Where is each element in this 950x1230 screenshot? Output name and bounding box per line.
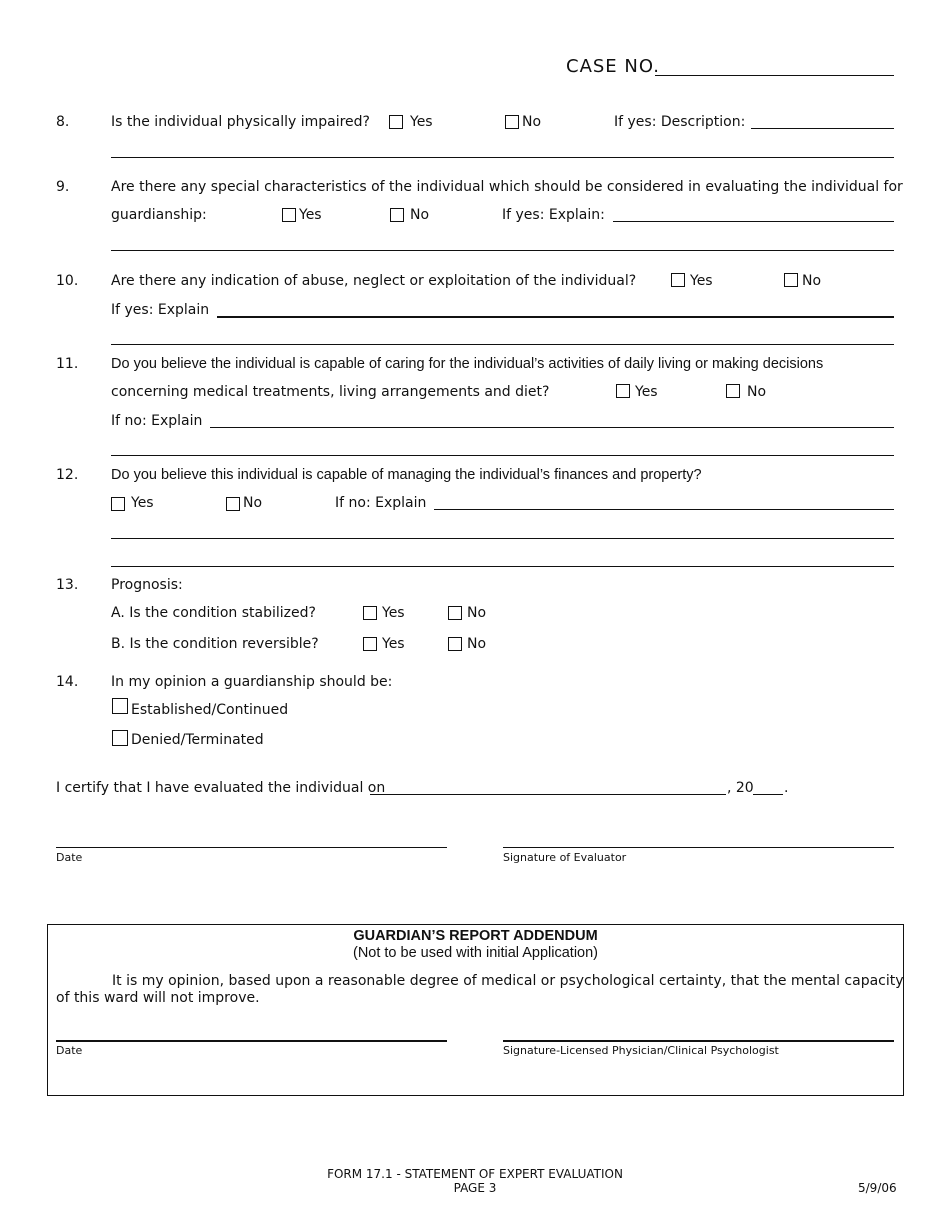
q9-no-checkbox[interactable] — [390, 208, 404, 222]
case-no-field[interactable] — [655, 75, 894, 76]
q10-yes-checkbox[interactable] — [671, 273, 685, 287]
q12-explain-line-2[interactable] — [111, 538, 894, 539]
q11-text-line-2: concerning medical treatments, living arrangements and diet? — [111, 384, 550, 400]
q13a-no-checkbox[interactable] — [448, 606, 462, 620]
q13a-text: A. Is the condition stabilized? — [111, 605, 316, 621]
q11-text-line-1: Do you believe the individual is capable of caring for the individual’s activities of daily living or making decisions — [111, 356, 824, 372]
q9-ifyes-label: If yes: Explain: — [502, 207, 605, 223]
addendum-title: GUARDIAN’S REPORT ADDENDUM — [353, 928, 598, 944]
q9-number: 9. — [56, 179, 70, 195]
addendum-body-line-1: It is my opinion, based upon a reasonable degree of medical or psychological certainty, that the mental capacity — [112, 973, 904, 989]
q14-denied-checkbox[interactable] — [112, 730, 128, 746]
certify-period: . — [784, 780, 789, 796]
q12-text: Do you believe this individual is capable of managing the individual’s finances and property? — [111, 467, 702, 483]
q11-explain-field[interactable] — [210, 427, 894, 428]
footer-page-number: PAGE 3 — [453, 1181, 497, 1195]
q8-description-line-2[interactable] — [111, 157, 894, 158]
q9-text-line-1: Are there any special characteristics of the individual which should be considered in evaluating the individual for — [111, 179, 903, 195]
certify-text: I certify that I have evaluated the individual on — [56, 780, 386, 796]
q13a-no-label: No — [467, 605, 487, 621]
q13a-yes-label: Yes — [382, 605, 405, 621]
case-no-label: CASE NO. — [566, 56, 661, 77]
q14-established-checkbox[interactable] — [112, 698, 128, 714]
q12-explain-field[interactable] — [434, 509, 894, 510]
q12-yes-checkbox[interactable] — [111, 497, 125, 511]
q13-number: 13. — [56, 577, 79, 593]
q9-explain-field[interactable] — [613, 221, 894, 222]
q11-yes-checkbox[interactable] — [616, 384, 630, 398]
addendum-date-label: Date — [56, 1044, 83, 1057]
q13b-yes-label: Yes — [382, 636, 405, 652]
date-label: Date — [56, 851, 83, 864]
q8-no-label: No — [522, 114, 542, 130]
q11-number: 11. — [56, 356, 79, 372]
q11-no-label: No — [747, 384, 767, 400]
q13b-no-checkbox[interactable] — [448, 637, 462, 651]
q14-number: 14. — [56, 674, 79, 690]
certify-year-field[interactable] — [753, 794, 783, 795]
q11-ifno-label: If no: Explain — [111, 413, 203, 429]
addendum-signature-label: Signature-Licensed Physician/Clinical Psychologist — [503, 1044, 779, 1057]
q11-explain-line-2[interactable] — [111, 455, 894, 456]
q12-explain-line-3[interactable] — [111, 566, 894, 567]
addendum-subtitle: (Not to be used with initial Application) — [352, 945, 599, 961]
q12-ifno-label: If no: Explain — [335, 495, 427, 511]
addendum-body-line-2: of this ward will not improve. — [56, 990, 260, 1006]
q9-yes-checkbox[interactable] — [282, 208, 296, 222]
addendum-signature-field[interactable] — [503, 1040, 894, 1042]
q8-description-field[interactable] — [751, 128, 894, 129]
q8-yes-label: Yes — [410, 114, 433, 130]
q10-explain-line-2[interactable] — [111, 344, 894, 345]
q14-established-label: Established/Continued — [131, 702, 289, 718]
evaluator-signature-label: Signature of Evaluator — [503, 851, 627, 864]
q9-yes-label: Yes — [299, 207, 322, 223]
q11-no-checkbox[interactable] — [726, 384, 740, 398]
q9-explain-line-2[interactable] — [111, 250, 894, 251]
q9-no-label: No — [410, 207, 430, 223]
q10-explain-field[interactable] — [217, 316, 894, 318]
addendum-date-field[interactable] — [56, 1040, 447, 1042]
q8-yes-checkbox[interactable] — [389, 115, 403, 129]
q13b-no-label: No — [467, 636, 487, 652]
date-field[interactable] — [56, 847, 447, 848]
q11-yes-label: Yes — [635, 384, 658, 400]
certify-year-label: , 20 — [727, 780, 754, 796]
q10-yes-label: Yes — [690, 273, 713, 289]
q10-no-checkbox[interactable] — [784, 273, 798, 287]
q12-no-label: No — [243, 495, 263, 511]
q13-text: Prognosis: — [111, 577, 183, 593]
q10-ifyes-label: If yes: Explain — [111, 302, 210, 318]
q13b-yes-checkbox[interactable] — [363, 637, 377, 651]
evaluator-signature-field[interactable] — [503, 847, 894, 848]
q9-text-line-2: guardianship: — [111, 207, 207, 223]
q8-ifyes-label: If yes: Description: — [614, 114, 746, 130]
q10-number: 10. — [56, 273, 79, 289]
footer-revision-date: 5/9/06 — [858, 1181, 897, 1195]
q13a-yes-checkbox[interactable] — [363, 606, 377, 620]
q8-text: Is the individual physically impaired? — [111, 114, 370, 130]
q14-text: In my opinion a guardianship should be: — [111, 674, 393, 690]
footer-form-title: FORM 17.1 - STATEMENT OF EXPERT EVALUATION — [327, 1167, 623, 1181]
q8-number: 8. — [56, 114, 70, 130]
certify-date-field[interactable] — [370, 794, 726, 795]
q10-text: Are there any indication of abuse, neglect or exploitation of the individual? — [111, 273, 637, 289]
q14-denied-label: Denied/Terminated — [131, 732, 264, 748]
q8-no-checkbox[interactable] — [505, 115, 519, 129]
q12-no-checkbox[interactable] — [226, 497, 240, 511]
q12-number: 12. — [56, 467, 79, 483]
q10-no-label: No — [802, 273, 822, 289]
q13b-text: B. Is the condition reversible? — [111, 636, 319, 652]
q12-yes-label: Yes — [131, 495, 154, 511]
